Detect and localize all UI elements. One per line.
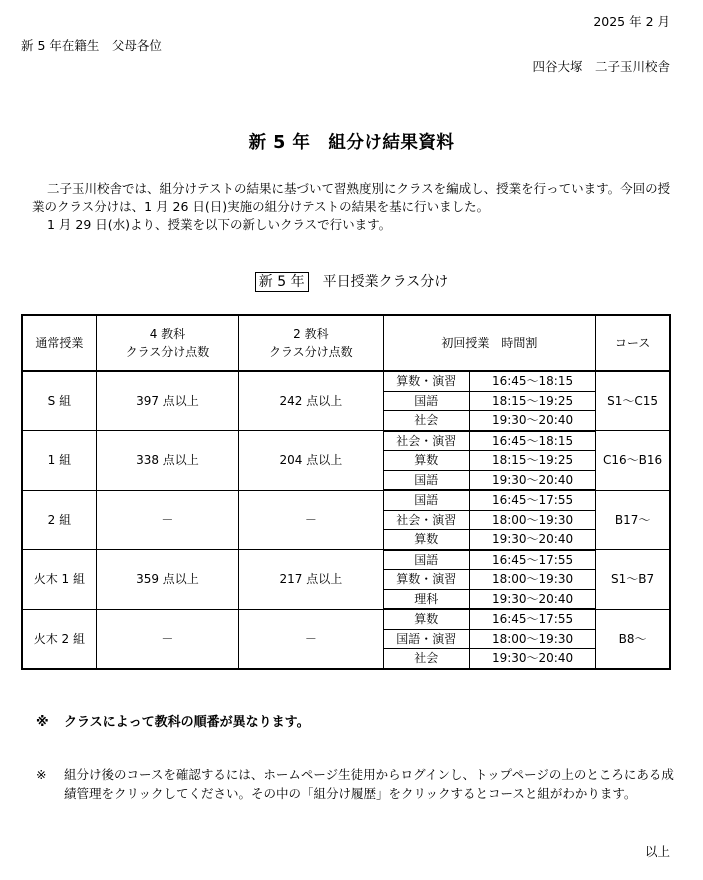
- lesson-subject: 社会: [383, 649, 469, 669]
- course-range: S1～C15: [596, 371, 670, 431]
- course-range: B17～: [596, 490, 670, 550]
- table-row: [22, 371, 670, 391]
- lesson-time: 16:45～17:55: [469, 550, 595, 570]
- lesson-time: 16:45～17:55: [469, 490, 595, 510]
- lesson-subject: 算数・演習: [383, 371, 469, 391]
- table-body: [22, 371, 670, 669]
- class-name: 2 組: [22, 490, 96, 550]
- lesson-subject: 国語: [383, 391, 469, 411]
- header-line: 2 教科: [293, 327, 329, 341]
- lesson-subject: 国語: [383, 550, 469, 570]
- lesson-time: 16:45～17:55: [469, 609, 595, 629]
- lesson-subject: 社会・演習: [383, 431, 469, 451]
- header-line: クラス分け点数: [125, 345, 210, 359]
- table-row: [22, 550, 670, 570]
- lesson-time: 16:45～18:15: [469, 431, 595, 451]
- lesson-time: 19:30～20:40: [469, 649, 595, 669]
- course-range: S1～B7: [596, 550, 670, 610]
- body-paragraph-1: 二子玉川校舎では、組分けテストの結果に基づいて習熟度別にクラスを編成し、授業を行っています。今回の授業のクラス分けは、1 月 26 日(日)実施の組分けテストの結果を基に行いました。: [32, 181, 671, 214]
- header-four-subjects-text: [126, 327, 210, 359]
- sender: 四谷大塚 二子玉川校舎: [532, 59, 670, 74]
- note-course-check-text: 組分け後のコースを確認するには、ホームページ生徒用からログインし、トップページの上のところにある成績管理をクリックしてください。その中の「組分け履歴」をクリックするとコースと組がわかります。: [64, 767, 674, 801]
- lesson-time: 16:45～18:15: [469, 371, 595, 391]
- table-subtitle: [0, 271, 703, 291]
- table-row: [22, 431, 670, 451]
- two-subject-score: －: [239, 609, 383, 669]
- body-paragraph-2: 1 月 29 日(水)より、授業を以下の新しいクラスで行います。: [47, 217, 392, 232]
- note-mark: ※: [36, 767, 47, 782]
- lesson-time: 19:30～20:40: [469, 411, 595, 431]
- lesson-subject: 社会: [383, 411, 469, 431]
- lesson-time: 19:30～20:40: [469, 530, 595, 550]
- four-subject-score: －: [96, 490, 238, 550]
- header-line: クラス分け点数: [269, 345, 353, 359]
- course-range: C16～B16: [596, 431, 670, 491]
- two-subject-score: －: [239, 490, 383, 550]
- header-regular: 通常授業: [22, 315, 96, 371]
- note-course-check: [36, 765, 676, 803]
- header-two-subjects: [239, 315, 383, 371]
- document-date: 2025 年 2 月: [593, 14, 670, 29]
- grade-box: 新 5 年: [255, 272, 309, 292]
- course-range: B8～: [596, 609, 670, 669]
- header-first-lesson: 初回授業 時間割: [383, 315, 596, 371]
- two-subject-score: 217 点以上: [239, 550, 383, 610]
- lesson-time: 18:00～19:30: [469, 570, 595, 590]
- lesson-subject: 国語・演習: [383, 629, 469, 649]
- closing: 以上: [644, 844, 670, 859]
- class-name: 火木 1 組: [22, 550, 96, 610]
- lesson-time: 18:15～19:25: [469, 391, 595, 411]
- addressee: 新 5 年在籍生 父母各位: [21, 38, 162, 53]
- lesson-subject: 国語: [383, 490, 469, 510]
- class-name: S 組: [22, 371, 96, 431]
- table-header-row: [22, 315, 670, 371]
- note-mark: ※: [36, 715, 49, 730]
- four-subject-score: －: [96, 609, 238, 669]
- table-row: [22, 609, 670, 629]
- lesson-subject: 理科: [383, 589, 469, 609]
- lesson-time: 19:30～20:40: [469, 470, 595, 490]
- two-subject-score: 242 点以上: [239, 371, 383, 431]
- header-line: 4 教科: [149, 327, 186, 341]
- note-order: [36, 711, 310, 730]
- table-subtitle-text: 平日授業クラス分け: [322, 274, 449, 290]
- class-table: [21, 314, 671, 670]
- two-subject-score: 204 点以上: [239, 431, 383, 491]
- lesson-time: 18:00～19:30: [469, 629, 595, 649]
- lesson-subject: 社会・演習: [383, 510, 469, 530]
- four-subject-score: 338 点以上: [96, 431, 238, 491]
- lesson-time: 19:30～20:40: [469, 589, 595, 609]
- lesson-subject: 算数: [383, 609, 469, 629]
- body-text: [32, 180, 672, 234]
- document-title: 新 5 年 組分け結果資料: [248, 133, 455, 153]
- lesson-subject: 算数: [383, 530, 469, 550]
- header-course: コース: [596, 315, 670, 371]
- header-two-subjects-text: [269, 327, 353, 359]
- header-four-subjects: [96, 315, 238, 371]
- class-name: 1 組: [22, 431, 96, 491]
- lesson-subject: 算数: [383, 451, 469, 471]
- lesson-subject: 算数・演習: [383, 570, 469, 590]
- note-order-text: クラスによって教科の順番が異なります。: [64, 715, 310, 730]
- lesson-time: 18:00～19:30: [469, 510, 595, 530]
- lesson-subject: 国語: [383, 470, 469, 490]
- four-subject-score: 397 点以上: [96, 371, 238, 431]
- four-subject-score: 359 点以上: [96, 550, 238, 610]
- class-name: 火木 2 組: [22, 609, 96, 669]
- table-row: [22, 490, 670, 510]
- lesson-time: 18:15～19:25: [469, 451, 595, 471]
